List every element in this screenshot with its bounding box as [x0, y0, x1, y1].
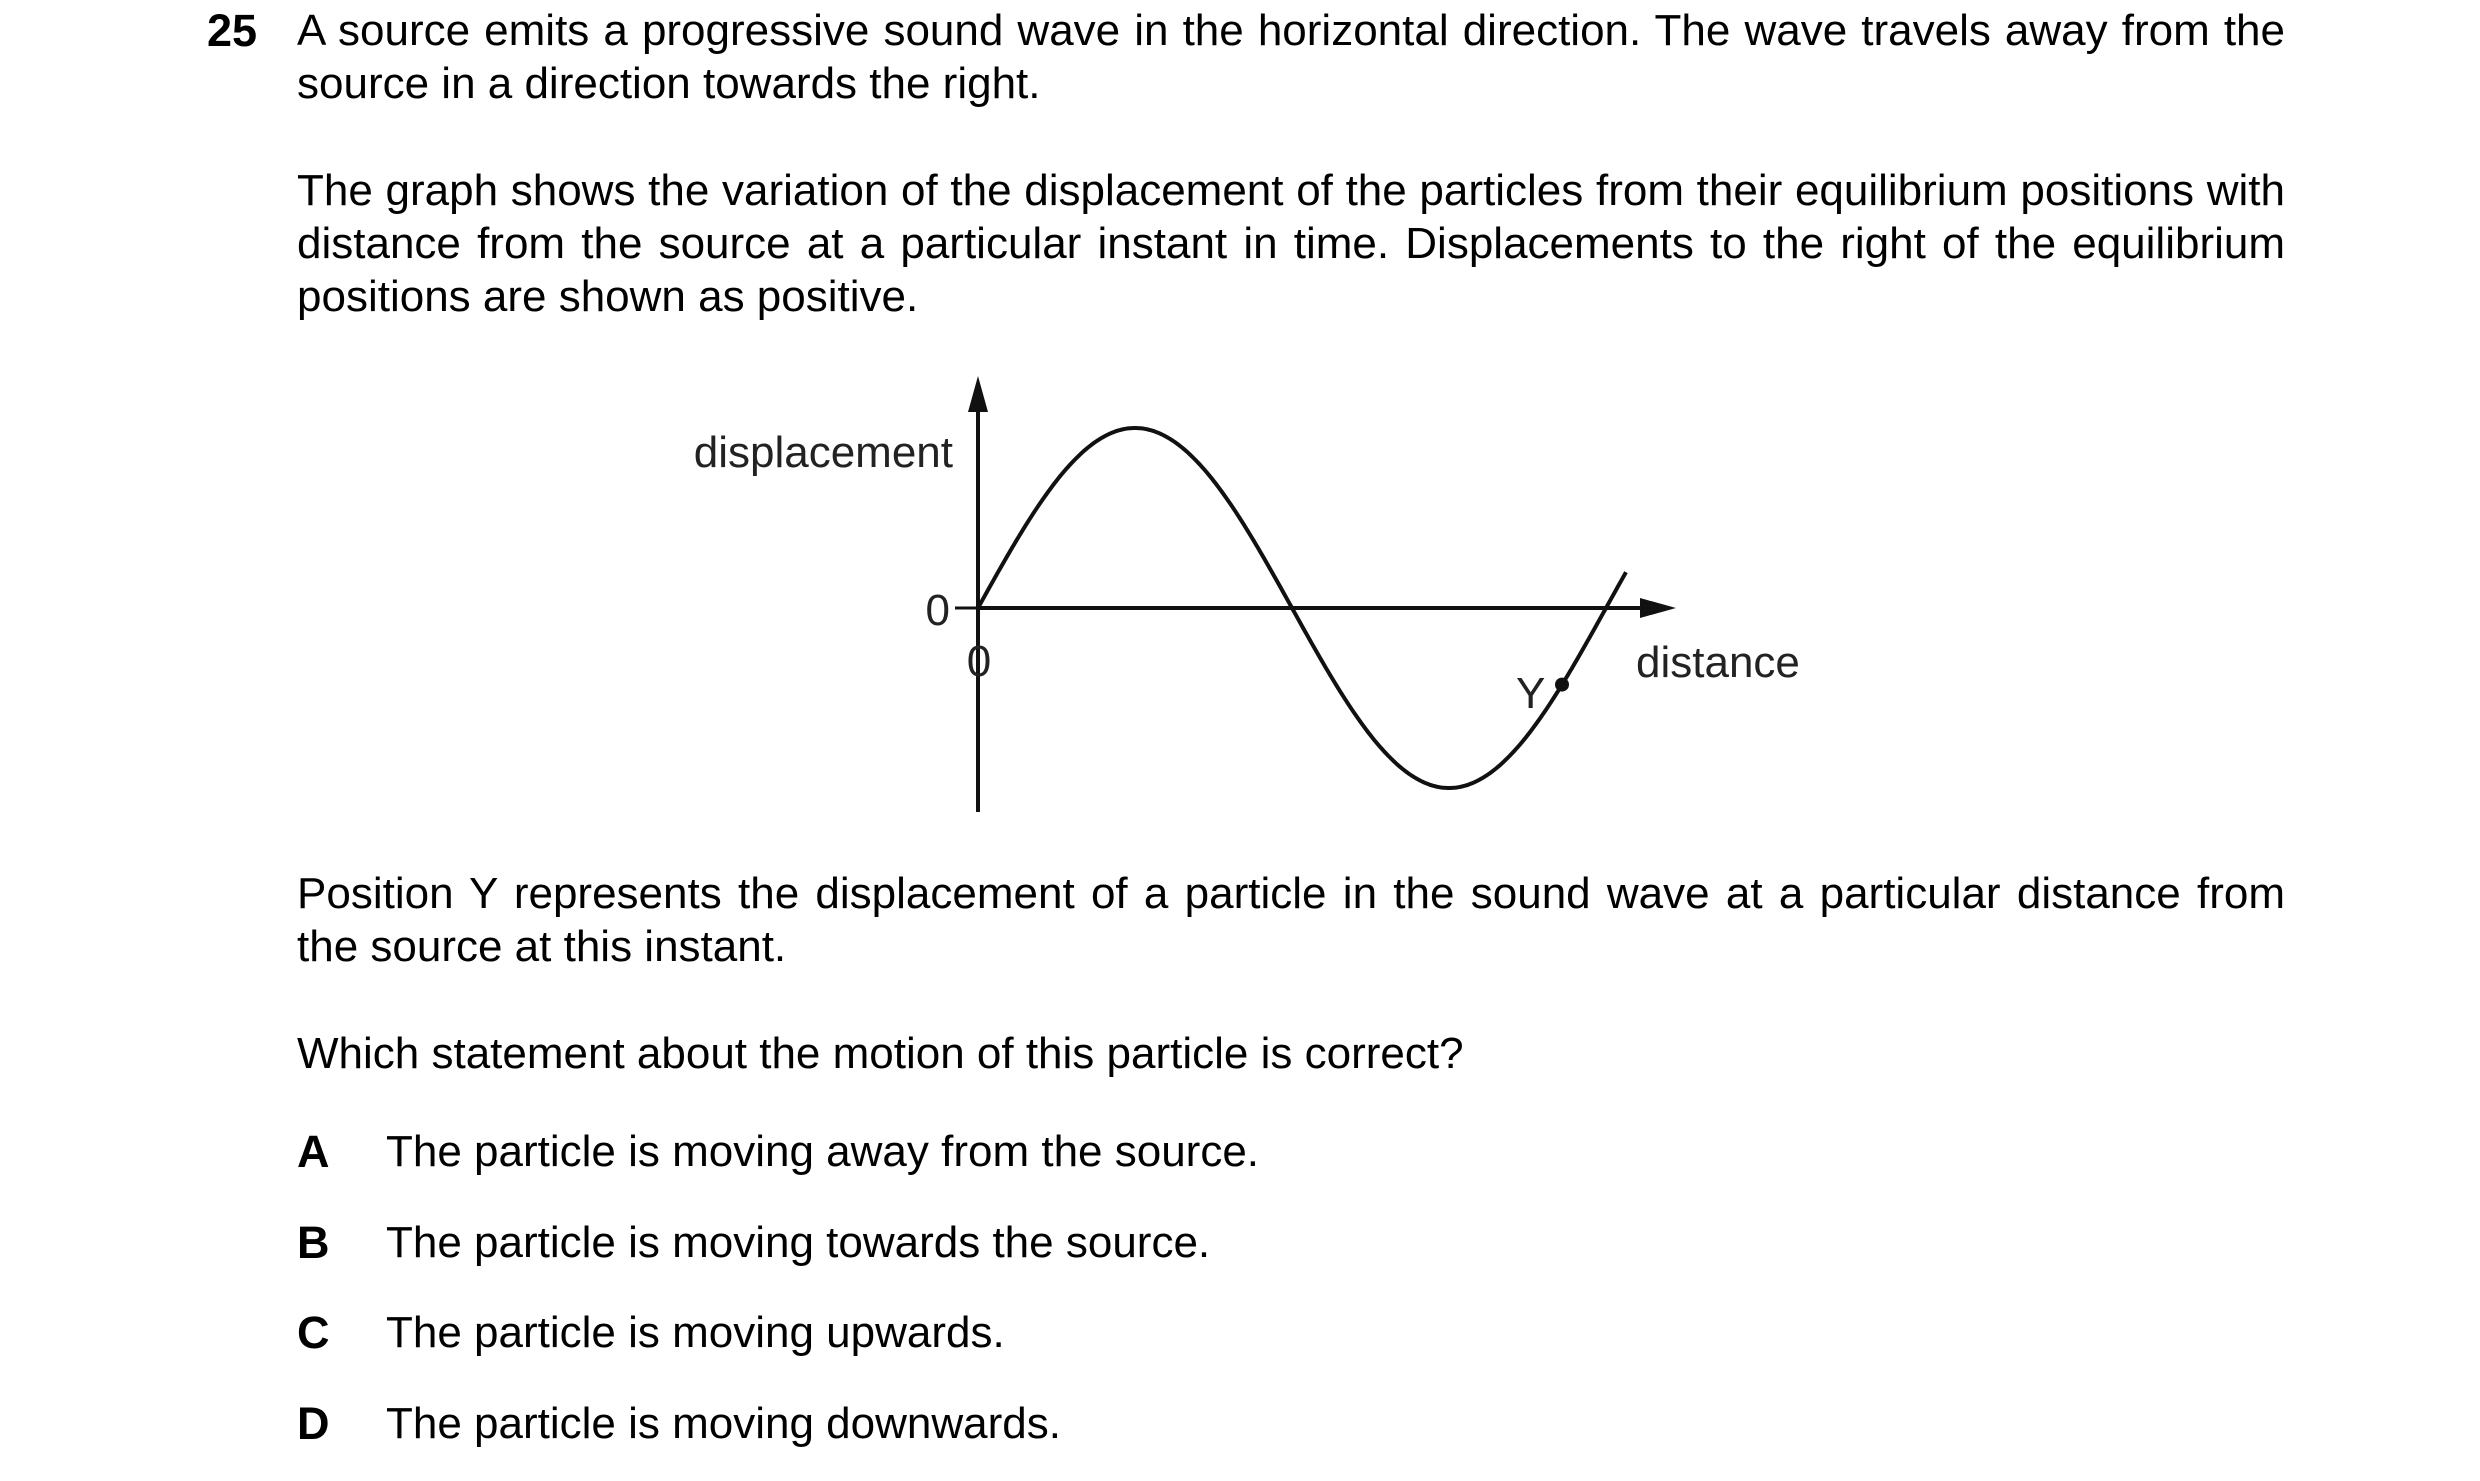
option-text: The particle is moving towards the source. — [386, 1218, 1211, 1267]
point-y-marker — [1555, 678, 1569, 692]
option-letter: D — [297, 1398, 330, 1449]
x-origin-label: 0 — [966, 637, 992, 686]
question-number: 25 — [207, 5, 258, 56]
option-text: The particle is moving away from the source. — [386, 1127, 1260, 1176]
option-c[interactable] — [297, 1303, 1897, 1363]
x-axis-arrowhead — [1640, 598, 1676, 618]
option-letter: A — [297, 1126, 330, 1177]
question-intro: A source emits a progressive sound wave in the horizontal direction. The wave travels away from the source in a direction towards the right. — [297, 6, 2285, 108]
position-y-description: Position Y represents the displacement of a particle in the sound wave at a particular distance from the source at this instant. — [297, 869, 2285, 971]
y-axis-arrowhead — [968, 376, 988, 412]
x-axis-label: distance — [1636, 638, 1800, 687]
question-prompt: Which statement about the motion of this particle is correct? — [297, 1029, 1464, 1078]
point-y-label: Y — [1516, 669, 1546, 718]
graph-description: The graph shows the variation of the displacement of the particles from their equilibrium positions with distance from the source at a particular instant in time. Displacements to the right of the equilibrium positions are shown as positive. — [297, 166, 2285, 321]
option-letter: B — [297, 1217, 330, 1268]
y-axis-label: displacement — [693, 428, 953, 477]
option-text: The particle is moving upwards. — [386, 1308, 1005, 1357]
option-text: The particle is moving downwards. — [386, 1399, 1061, 1448]
option-b[interactable] — [297, 1213, 1897, 1273]
option-a[interactable] — [297, 1122, 1897, 1182]
option-d[interactable] — [297, 1394, 1897, 1454]
y-origin-label: 0 — [925, 586, 950, 635]
option-letter: C — [297, 1307, 330, 1358]
